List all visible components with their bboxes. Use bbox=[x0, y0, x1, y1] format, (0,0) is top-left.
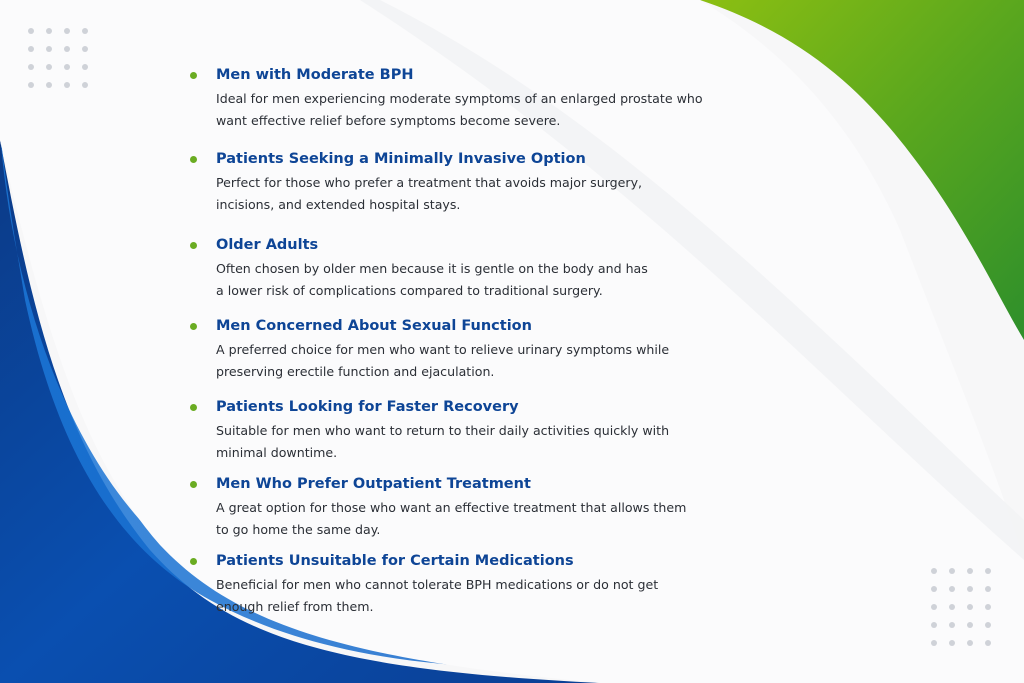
item-title: Older Adults bbox=[216, 237, 319, 253]
bullet-icon bbox=[190, 323, 197, 330]
bullet-icon bbox=[190, 72, 197, 79]
decorative-dots-top-left bbox=[28, 28, 88, 88]
item-description: Often chosen by older men because it is gentle on the body and has a lower risk of complications compared to traditional surgery. bbox=[216, 261, 648, 298]
item-title: Patients Looking for Faster Recovery bbox=[216, 399, 519, 415]
item-title: Patients Seeking a Minimally Invasive Option bbox=[216, 151, 586, 167]
bullet-icon bbox=[190, 404, 197, 411]
item-description: Beneficial for men who cannot tolerate BPH medications or do not get enough relief from them. bbox=[216, 577, 659, 614]
item-description: A preferred choice for men who want to relieve urinary symptoms while preserving erectile function and ejaculation. bbox=[216, 342, 670, 379]
bullet-icon bbox=[190, 156, 197, 163]
item-title: Men Who Prefer Outpatient Treatment bbox=[216, 476, 531, 492]
bullet-icon bbox=[190, 558, 197, 565]
item-description: A great option for those who want an effective treatment that allows them to go home the same day. bbox=[216, 500, 687, 537]
item-description: Perfect for those who prefer a treatment that avoids major surgery, incisions, and extended hospital stays. bbox=[216, 175, 643, 212]
item-title: Patients Unsuitable for Certain Medications bbox=[216, 553, 574, 569]
bullet-icon bbox=[190, 481, 197, 488]
item-description: Suitable for men who want to return to their daily activities quickly with minimal downtime. bbox=[216, 423, 670, 460]
item-title: Men with Moderate BPH bbox=[216, 67, 414, 83]
bullet-icon bbox=[190, 242, 197, 249]
item-description: Ideal for men experiencing moderate symptoms of an enlarged prostate who want effective relief before symptoms become severe. bbox=[216, 91, 703, 128]
decorative-dots-bottom-right bbox=[931, 568, 991, 646]
item-title: Men Concerned About Sexual Function bbox=[216, 318, 532, 334]
